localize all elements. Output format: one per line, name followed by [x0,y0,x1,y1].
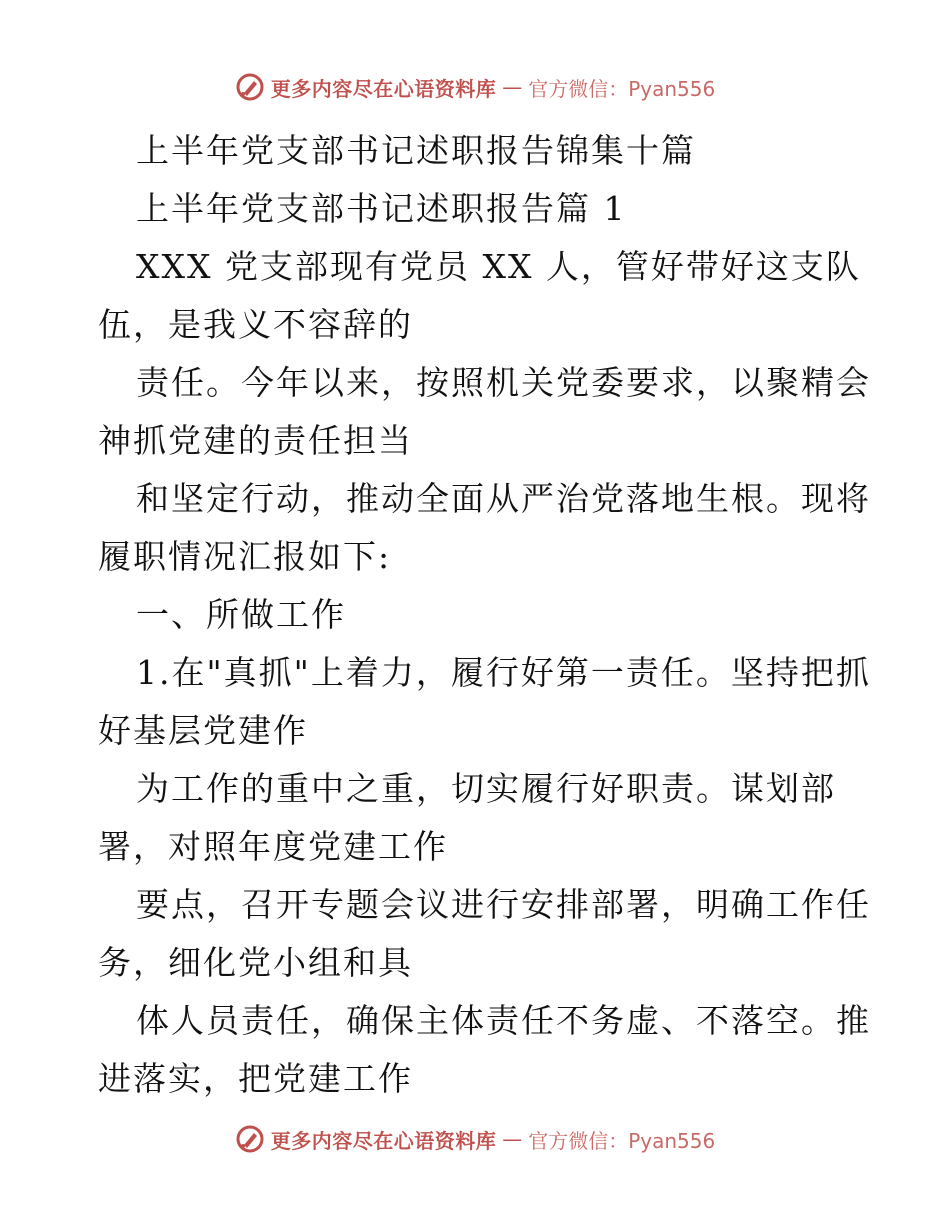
watermark-dash: — [502,1127,523,1151]
pen-circle-logo-icon [235,72,265,102]
paragraph-line: 为工作的重中之重，切实履行好职责。谋划部 [136,769,836,808]
document-title: 上半年党支部书记述职报告锦集十篇 [136,131,696,170]
paragraph-line: 伍，是我义不容辞的 [98,305,413,344]
footer-watermark [0,1124,950,1154]
paragraph-line: 要点，召开专题会议进行安排部署，明确工作任 [136,885,871,924]
paragraph-line: 进落实，把党建工作 [98,1059,413,1098]
document-subtitle: 上半年党支部书记述职报告篇 1 [136,189,627,228]
section-heading: 一、所做工作 [136,595,346,634]
paragraph-line: 责任。今年以来，按照机关党委要求，以聚精会 [136,363,871,402]
paragraph-line: XXX 党支部现有党员 XX 人，管好带好这支队 [136,247,861,286]
paragraph-line: 好基层党建作 [98,711,308,750]
paragraph-line: 体人员责任，确保主体责任不务虚、不落空。推 [136,1001,871,1040]
paragraph-line: 1.在"真抓"上着力，履行好第一责任。坚持把抓 [136,653,871,692]
watermark-main-text: 更多内容尽在心语资料库 [270,1128,497,1153]
paragraph-line: 务，细化党小组和具 [98,943,413,982]
watermark-dash: — [502,75,523,99]
watermark-wechat-text: 官方微信：Pyan556 [528,1128,716,1153]
header-watermark [0,72,950,102]
paragraph-line: 履职情况汇报如下: [98,537,392,576]
paragraph-line: 和坚定行动，推动全面从严治党落地生根。现将 [136,479,871,518]
document-body [98,122,871,1108]
pen-circle-logo-icon [235,1124,265,1154]
watermark-main-text: 更多内容尽在心语资料库 [270,76,497,101]
watermark-wechat-text: 官方微信：Pyan556 [528,76,716,101]
paragraph-line: 署，对照年度党建工作 [98,827,448,866]
paragraph-line: 神抓党建的责任担当 [98,421,413,460]
